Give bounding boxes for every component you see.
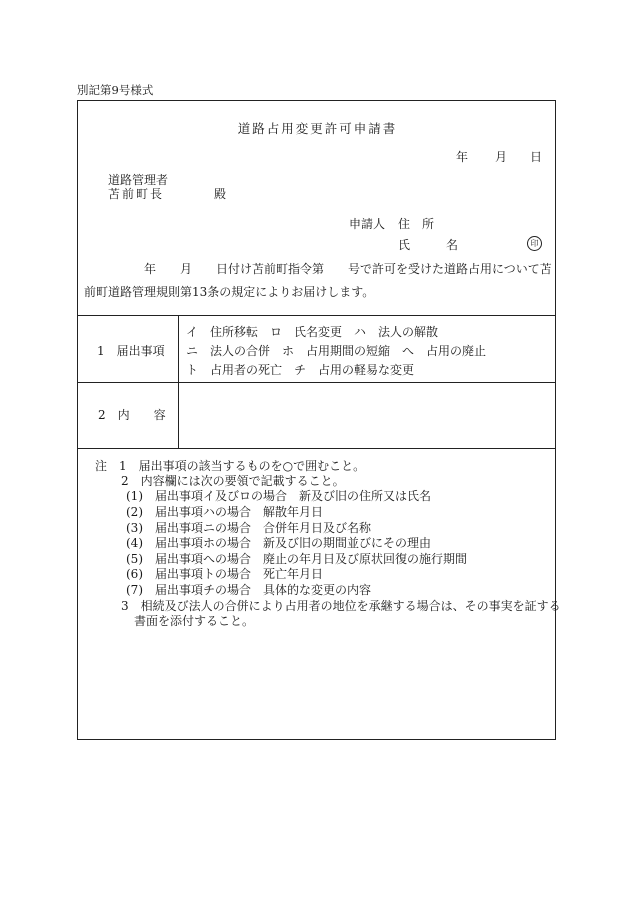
content-field[interactable] <box>182 391 552 441</box>
notification-option-line-1: イ 住所移転 ロ 氏名変更 ハ 法人の解散 <box>186 325 439 339</box>
application-form <box>77 100 561 740</box>
note-line: 書面を添付すること。 <box>134 614 255 628</box>
addressee-line-1: 道路管理者 <box>108 173 169 187</box>
notification-items-label: 1 届出事項 <box>97 344 165 358</box>
form-number-label: 別記第9号様式 <box>77 83 154 97</box>
note-line: (4) 届出事項ホの場合 新及び旧の期間並びにその理由 <box>126 536 432 550</box>
table-row-divider <box>78 382 555 383</box>
note-line: (2) 届出事項ハの場合 解散年月日 <box>126 505 323 519</box>
applicant-address-label: 住 所 <box>398 217 435 231</box>
note-line: 注 1 届出事項の該当するものを○で囲むこと。 <box>95 459 366 473</box>
table-bottom-border <box>78 448 555 449</box>
note-line: (3) 届出事項ニの場合 合併年月日及び名称 <box>126 521 371 535</box>
date-day-label: 日 <box>530 150 543 164</box>
date-year-label: 年 <box>456 150 469 164</box>
body-text-line-1: 年 月 日付け苫前町指令第 号で許可を受けた道路占用について苫 <box>144 262 552 276</box>
applicant-name-label: 氏 名 <box>398 238 471 252</box>
content-label: 2 内 容 <box>98 408 166 422</box>
notification-option-line-3: ト 占用者の死亡 チ 占用の軽易な変更 <box>186 363 415 377</box>
addressee-honorific: 殿 <box>214 187 227 201</box>
note-line: 3 相続及び法人の合併により占用者の地位を承継する場合は、その事実を証する <box>121 599 561 613</box>
notification-option-line-2: ニ 法人の合併 ホ 占用期間の短縮 へ 占用の廃止 <box>186 344 487 358</box>
note-line: (1) 届出事項イ及びロの場合 新及び旧の住所又は氏名 <box>126 489 432 503</box>
note-line: (5) 届出事項への場合 廃止の年月日及び原状回復の施行期間 <box>126 552 468 566</box>
date-month-label: 月 <box>495 150 508 164</box>
note-line: 2 内容欄には次の要領で記載すること。 <box>121 474 345 488</box>
addressee-line-2: 苫前町長 <box>108 187 165 201</box>
applicant-label: 申請人 <box>349 217 386 231</box>
seal-mark: 印 <box>527 236 542 251</box>
table-top-border <box>78 315 555 316</box>
note-line: (6) 届出事項トの場合 死亡年月日 <box>126 567 323 581</box>
body-text-line-2: 前町道路管理規則第13条の規定によりお届けします。 <box>84 285 375 299</box>
form-title: 道路占用変更許可申請書 <box>237 121 398 136</box>
note-line: (7) 届出事項チの場合 具体的な変更の内容 <box>126 583 371 597</box>
